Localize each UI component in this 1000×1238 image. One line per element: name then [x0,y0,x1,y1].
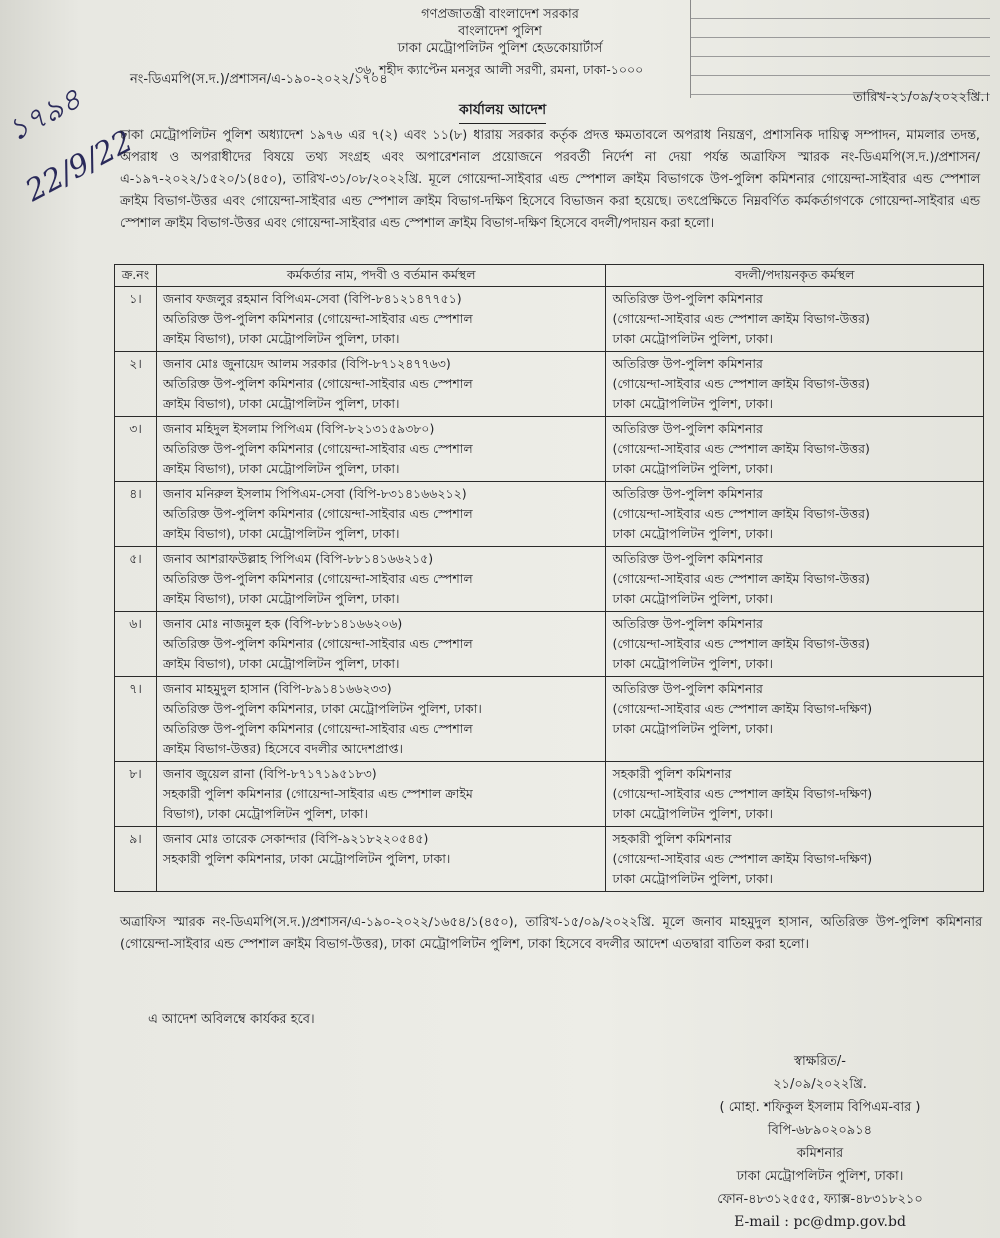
new-post-cell [606,482,984,547]
new-post-line: (গোয়েন্দা-সাইবার এন্ড স্পেশাল ক্রাইম বিভাগ-উত্তর) [612,311,870,326]
current-post-line: বিভাগ), ঢাকা মেট্রোপলিটন পুলিশ, ঢাকা। [162,806,368,821]
current-post-line: ক্রাইম বিভাগ), ঢাকা মেট্রোপলিটন পুলিশ, ঢাকা। [162,656,400,671]
current-post-cell [156,677,605,762]
table-row [115,762,984,827]
new-post-line: ঢাকা মেট্রোপলিটন পুলিশ, ঢাকা। [612,331,773,346]
current-post-line: অতিরিক্ত উপ-পুলিশ কমিশনার (গোয়েন্দা-সাইবার এন্ড স্পেশাল [162,506,473,521]
new-post-line: ঢাকা মেট্রোপলিটন পুলিশ, ঢাকা। [612,461,773,476]
current-post-line: জনাব মোঃ নাজমুল হক (বিপি-৮৮১৪১৬৬২০৬) [162,616,403,631]
new-post-line: অতিরিক্ত উপ-পুলিশ কমিশনার [612,356,763,371]
new-post-cell [606,762,984,827]
current-post-line: জনাব ফজলুর রহমান বিপিএম-সেবা (বিপি-৮৪১২১৪৭৭৫১) [162,291,462,306]
table-row [115,482,984,547]
new-post-line: অতিরিক্ত উপ-পুলিশ কমিশনার [612,681,763,696]
serial-cell: ১। [115,287,157,352]
serial-cell: ৯। [115,827,157,892]
letterhead [0,6,1000,57]
letterhead-address: ৩৬, শহীদ ক্যাপ্টেন মনসুর আলী সরণী, রমনা, ঢাকা-১০০০ [355,62,644,77]
new-post-line: (গোয়েন্দা-সাইবার এন্ড স্পেশাল ক্রাইম বিভাগ-উত্তর) [612,506,870,521]
current-post-line: জনাব আশরাফউল্লাহ পিপিএম (বিপি-৮৮১৪১৬৬২১৫) [162,551,434,566]
table-header-row [115,265,984,287]
current-post-line: অতিরিক্ত উপ-পুলিশ কমিশনার (গোয়েন্দা-সাইবার এন্ড স্পেশাল [162,311,473,326]
current-post-line: ক্রাইম বিভাগ-উত্তর) হিসেবে বদলীর আদেশপ্রাপ্ত। [162,741,403,756]
new-post-cell [606,287,984,352]
handwritten-receipt-number: ১৭৯৪ [2,81,88,149]
memo-number: নং-ডিএমপি(স.দ.)/প্রশাসন/এ-১৯০-২০২২/১৭০৪ [130,72,388,87]
contact-email: E-mail : pc@dmp.gov.bd [734,1214,906,1230]
new-post-line: ঢাকা মেট্রোপলিটন পুলিশ, ঢাকা। [612,656,773,671]
current-post-cell [156,612,605,677]
transfer-table [114,264,984,892]
current-post-cell [156,762,605,827]
signatory-bp: বিপি-৬৮৯০২০৯১৪ [767,1123,873,1138]
current-post-line: অতিরিক্ত উপ-পুলিশ কমিশনার (গোয়েন্দা-সাইবার এন্ড স্পেশাল [162,441,473,456]
table-row [115,352,984,417]
current-post-cell [156,287,605,352]
current-post-cell [156,352,605,417]
current-post-line: সহকারী পুলিশ কমিশনার (গোয়েন্দা-সাইবার এন্ড স্পেশাল ক্রাইম [162,786,473,801]
serial-cell: ৩। [115,417,157,482]
current-post-line: ক্রাইম বিভাগ), ঢাকা মেট্রোপলিটন পুলিশ, ঢাকা। [162,396,400,411]
current-post-line: জনাব মনিরুল ইসলাম পিপিএম-সেবা (বিপি-৮৩১৪১৬৬২১২) [162,486,467,501]
current-post-cell [156,417,605,482]
current-post-cell [156,827,605,892]
new-post-line: ঢাকা মেট্রোপলিটন পুলিশ, ঢাকা। [612,526,773,541]
new-post-line: অতিরিক্ত উপ-পুলিশ কমিশনার [612,551,763,566]
serial-cell: ৭। [115,677,157,762]
order-title: কার্যালয় আদেশ [459,98,546,124]
new-post-cell [606,547,984,612]
new-post-cell [606,352,984,417]
signature-block [660,1050,980,1234]
new-post-cell [606,827,984,892]
serial-cell: ৪। [115,482,157,547]
current-post-line: অতিরিক্ত উপ-পুলিশ কমিশনার (গোয়েন্দা-সাইবার এন্ড স্পেশাল [162,636,473,651]
current-post-line: অতিরিক্ত উপ-পুলিশ কমিশনার, ঢাকা মেট্রোপলিটন পুলিশ, ঢাকা। [162,701,482,716]
new-post-line: সহকারী পুলিশ কমিশনার [612,831,732,846]
memo-date: তারিখ-২১/০৯/২০২২খ্রি.। [853,90,990,105]
new-post-line: অতিরিক্ত উপ-পুলিশ কমিশনার [612,616,763,631]
cancellation-paragraph: অত্রাফিস স্মারক নং-ডিএমপি(স.দ.)/প্রশাসন/এ-১৯০-২০২২/১৬৫৪/১(৪৫০), তারিখ-১৫/০৯/২০২২খ্রি. মূলে জনাব মাহমুদুল হাসান, অতিরিক্ত উপ-পুলিশ কমিশনার (গোয়েন্দা-সাইবার এন্ড স্পেশাল ক্রাইম বিভাগ-উত্তর), ঢাকা মেট্রোপলিটন পুলিশ, ঢাকা হিসেবে বদলীর আদেশ এতদ্বারা বাতিল করা হলো। [120,915,982,952]
serial-cell: ৫। [115,547,157,612]
serial-cell: ২। [115,352,157,417]
new-post-line: ঢাকা মেট্রোপলিটন পুলিশ, ঢাকা। [612,396,773,411]
current-post-line: জনাব মাহমুদুল হাসান (বিপি-৮৯১৪১৬৬২৩৩) [162,681,392,696]
signed-label: স্বাক্ষরিত/- [794,1054,846,1069]
intro-paragraph: ঢাকা মেট্রোপলিটন পুলিশ অধ্যাদেশ ১৯৭৬ এর ৭(২) এবং ১১(৮) ধারায় সরকার কর্তৃক প্রদত্ত ক্ষমতাবলে অপরাধ নিয়ন্ত্রণ, প্রশাসনিক দায়িত্ব সম্পাদন, মামলার তদন্ত, অপরাধ ও অপরাধীদের বিষয়ে তথ্য সংগ্রহ এবং অপারেশনাল প্রয়োজনে পরবর্তী নির্দেশ না দেয়া পর্যন্ত অত্রাফিস স্মারক নং-ডিএমপি(স.দ.)/প্রশাসন/এ-১৯৭-২০২২/১৫২০/১(৪৫০), তারিখ-৩১/০৮/২০২২খ্রি. মূলে গোয়েন্দা-সাইবার এন্ড স্পেশাল ক্রাইম বিভাগকে উপ-পুলিশ কমিশনার গোয়েন্দা-সাইবার এন্ড স্পেশাল ক্রাইম বিভাগ-উত্তর এবং গোয়েন্দা-সাইবার এন্ড স্পেশাল ক্রাইম বিভাগ-দক্ষিণ হিসেবে বিভাজন করা হয়েছে। তৎপ্রেক্ষিতে নিম্নবর্ণিত কর্মকর্তাগণকে গোয়েন্দা-সাইবার এন্ড স্পেশাল ক্রাইম বিভাগ-উত্তর এবং গোয়েন্দা-সাইবার এন্ড স্পেশাল ক্রাইম বিভাগ-দক্ষিণ হিসেবে বদলী/পদায়ন করা হলো। [120,128,980,231]
new-post-cell [606,417,984,482]
current-post-cell [156,482,605,547]
current-post-line: জনাব মোঃ তারেক সেকান্দার (বিপি-৯২১৮২২০৫৪৫) [162,831,429,846]
current-post-line: অতিরিক্ত উপ-পুলিশ কমিশনার (গোয়েন্দা-সাইবার এন্ড স্পেশাল [162,721,473,736]
new-post-line: অতিরিক্ত উপ-পুলিশ কমিশনার [612,421,763,436]
signatory-office: ঢাকা মেট্রোপলিটন পুলিশ, ঢাকা। [736,1169,904,1184]
new-post-line: (গোয়েন্দা-সাইবার এন্ড স্পেশাল ক্রাইম বিভাগ-দক্ষিণ) [612,851,873,866]
new-post-line: (গোয়েন্দা-সাইবার এন্ড স্পেশাল ক্রাইম বিভাগ-উত্তর) [612,636,870,651]
new-post-line: (গোয়েন্দা-সাইবার এন্ড স্পেশাল ক্রাইম বিভাগ-উত্তর) [612,571,870,586]
signatory-title: কমিশনার [796,1146,844,1161]
table-row [115,417,984,482]
new-post-cell [606,612,984,677]
new-post-line: ঢাকা মেট্রোপলিটন পুলিশ, ঢাকা। [612,721,773,736]
current-post-line: ক্রাইম বিভাগ), ঢাকা মেট্রোপলিটন পুলিশ, ঢাকা। [162,461,400,476]
current-post-line: সহকারী পুলিশ কমিশনার, ঢাকা মেট্রোপলিটন পুলিশ, ঢাকা। [162,851,451,866]
current-post-line: জনাব মহিদুল ইসলাম পিপিএম (বিপি-৮২১৩১৫৯৩৮০) [162,421,435,436]
effect-statement: এ আদেশ অবিলম্বে কার্যকর হবে। [148,1012,315,1027]
current-post-line: ক্রাইম বিভাগ), ঢাকা মেট্রোপলিটন পুলিশ, ঢাকা। [162,526,400,541]
contact-phone-fax: ফোন-৪৮৩১২৫৫৫, ফ্যাক্স-৪৮৩১৮২১০ [717,1192,923,1207]
current-post-line: জনাব মোঃ জুনায়েদ আলম সরকার (বিপি-৮৭১২৪৭৭৬৩) [162,356,451,371]
new-post-line: সহকারী পুলিশ কমিশনার [612,766,732,781]
signature-date: ২১/০৯/২০২২খ্রি. [773,1077,867,1092]
signatory-name: ( মোহা. শফিকুল ইসলাম বিপিএম-বার ) [719,1100,921,1115]
handwritten-receipt-date: 22/9/22 [20,123,139,209]
table-row [115,677,984,762]
new-post-line: (গোয়েন্দা-সাইবার এন্ড স্পেশাল ক্রাইম বিভাগ-উত্তর) [612,441,870,456]
new-post-line: অতিরিক্ত উপ-পুলিশ কমিশনার [612,486,763,501]
letterhead-line-police: বাংলাদেশ পুলিশ [458,24,542,39]
current-post-line: অতিরিক্ত উপ-পুলিশ কমিশনার (গোয়েন্দা-সাইবার এন্ড স্পেশাল [162,376,473,391]
new-post-cell [606,677,984,762]
table-row [115,827,984,892]
table-row [115,612,984,677]
new-post-line: ঢাকা মেট্রোপলিটন পুলিশ, ঢাকা। [612,591,773,606]
current-post-line: ক্রাইম বিভাগ), ঢাকা মেট্রোপলিটন পুলিশ, ঢাকা। [162,591,400,606]
serial-cell: ৮। [115,762,157,827]
new-post-line: ঢাকা মেট্রোপলিটন পুলিশ, ঢাকা। [612,871,773,886]
current-post-line: ক্রাইম বিভাগ), ঢাকা মেট্রোপলিটন পুলিশ, ঢাকা। [162,331,400,346]
letterhead-line-dmp-hq: ঢাকা মেট্রোপলিটন পুলিশ হেডকোয়ার্টার্স [397,41,603,56]
header-new-post: বদলী/পদায়নকৃত কর্মস্থল [606,265,984,287]
new-post-line: (গোয়েন্দা-সাইবার এন্ড স্পেশাল ক্রাইম বিভাগ-উত্তর) [612,376,870,391]
current-post-cell [156,547,605,612]
serial-cell: ৬। [115,612,157,677]
new-post-line: অতিরিক্ত উপ-পুলিশ কমিশনার [612,291,763,306]
table-row [115,287,984,352]
header-serial: ক্র.নং [115,265,157,287]
current-post-line: জনাব জুয়েল রানা (বিপি-৮৭১৭১৯৫১৮৩) [162,766,377,781]
new-post-line: ঢাকা মেট্রোপলিটন পুলিশ, ঢাকা। [612,806,773,821]
current-post-line: অতিরিক্ত উপ-পুলিশ কমিশনার (গোয়েন্দা-সাইবার এন্ড স্পেশাল [162,571,473,586]
table-row [115,547,984,612]
header-current-post: কর্মকর্তার নাম, পদবী ও বর্তমান কর্মস্থল [156,265,605,287]
new-post-line: (গোয়েন্দা-সাইবার এন্ড স্পেশাল ক্রাইম বিভাগ-দক্ষিণ) [612,786,873,801]
new-post-line: (গোয়েন্দা-সাইবার এন্ড স্পেশাল ক্রাইম বিভাগ-দক্ষিণ) [612,701,873,716]
letterhead-line-government: গণপ্রজাতন্ত্রী বাংলাদেশ সরকার [421,7,579,22]
